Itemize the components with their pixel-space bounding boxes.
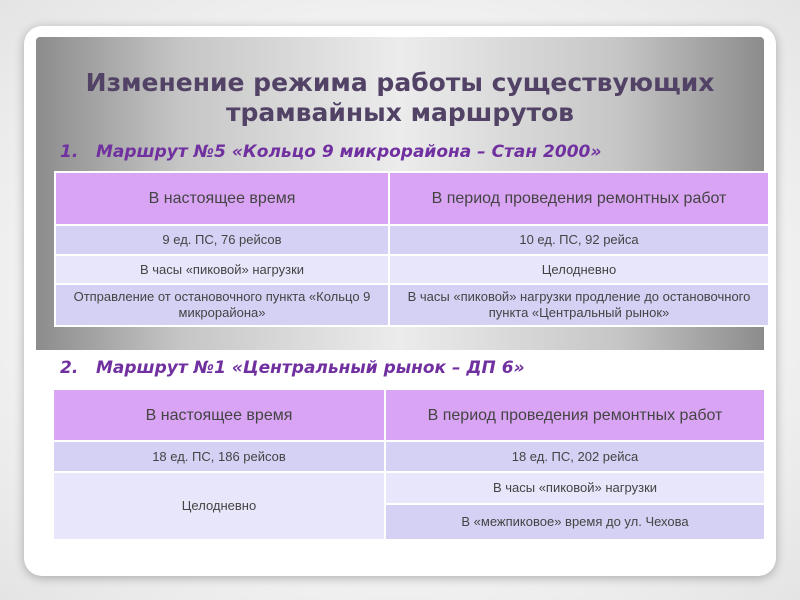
table-cell: Целодневно <box>390 256 768 283</box>
table-cell: 18 ед. ПС, 202 рейса <box>386 442 764 471</box>
header-cell-repair: В период проведения ремонтных работ <box>386 390 764 440</box>
table-cell: В часы «пиковой» нагрузки <box>386 473 764 503</box>
slide-title: Изменение режима работы существующих трамвайных маршрутов <box>85 68 715 127</box>
table-row <box>56 285 768 325</box>
table-cell: В «межпиковое» время до ул. Чехова <box>386 505 764 539</box>
merged-cell: Целодневно <box>54 473 384 539</box>
table-row <box>54 442 764 471</box>
route-heading-2 <box>60 358 525 378</box>
route-number-2: 2. <box>60 358 79 378</box>
route-title-1: Маршрут №5 «Кольцо 9 микрорайона – Стан 2000» <box>96 142 602 162</box>
table-header-row <box>54 390 764 440</box>
table-header-row <box>56 173 768 224</box>
route-number-1: 1. <box>60 142 79 162</box>
header-cell-current: В настоящее время <box>56 173 388 224</box>
table-cell: В часы «пиковой» нагрузки продление до остановочного пункта «Центральный рынок» <box>390 285 768 325</box>
route-heading-1 <box>60 142 601 162</box>
table-cell: Отправление от остановочного пункта «Кольцо 9 микрорайона» <box>56 285 388 325</box>
route-table-1 <box>54 171 770 327</box>
header-cell-repair: В период проведения ремонтных работ <box>390 173 768 224</box>
table-cell: В часы «пиковой» нагрузки <box>56 256 388 283</box>
table-row <box>56 256 768 283</box>
table-row <box>54 473 764 503</box>
table-cell: 18 ед. ПС, 186 рейсов <box>54 442 384 471</box>
table-cell: 10 ед. ПС, 92 рейса <box>390 226 768 254</box>
table-cell: 9 ед. ПС, 76 рейсов <box>56 226 388 254</box>
route-table-2 <box>52 388 766 541</box>
table-row <box>56 226 768 254</box>
route-title-2: Маршрут №1 «Центральный рынок – ДП 6» <box>96 358 525 378</box>
header-cell-current: В настоящее время <box>54 390 384 440</box>
